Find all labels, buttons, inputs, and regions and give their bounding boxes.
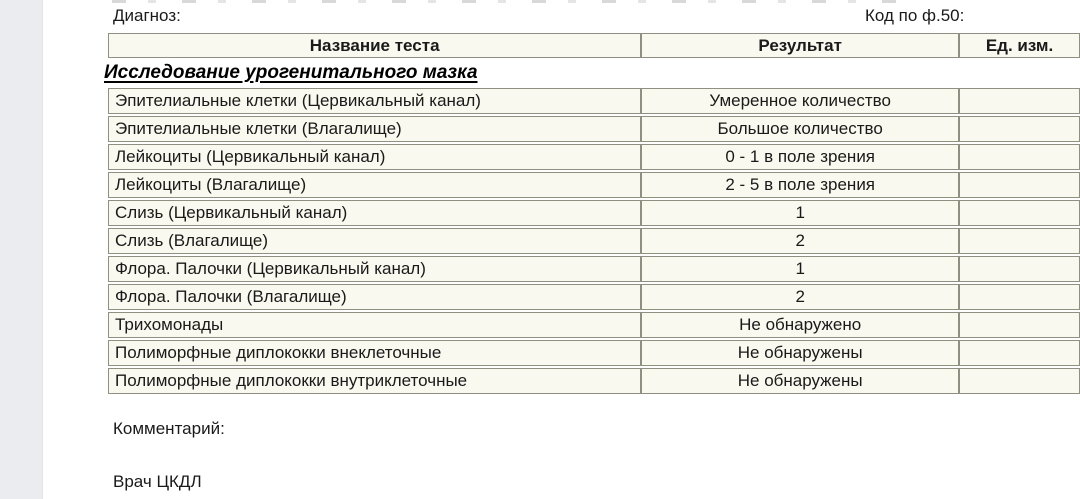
cell-test-name: Слизь (Цервикальный канал) xyxy=(108,200,641,226)
results-table xyxy=(104,31,1080,396)
cell-test-name: Полиморфные диплококки внеклеточные xyxy=(108,340,641,366)
header-cell-test-name: Название теста xyxy=(108,33,641,58)
cell-result: 2 xyxy=(641,284,959,310)
cell-result: Большое количество xyxy=(641,116,959,142)
table-row xyxy=(108,200,1080,226)
cell-test-name: Слизь (Влагалище) xyxy=(108,228,641,254)
cell-result: 1 xyxy=(641,256,959,282)
table-row xyxy=(108,228,1080,254)
table-row xyxy=(108,144,1080,170)
cell-unit xyxy=(959,88,1080,114)
cell-unit xyxy=(959,340,1080,366)
cell-result: 1 xyxy=(641,200,959,226)
cell-test-name: Флора. Палочки (Цервикальный канал) xyxy=(108,256,641,282)
section-header-row xyxy=(108,60,1080,86)
table-row xyxy=(108,284,1080,310)
cell-result: Не обнаружено xyxy=(641,312,959,338)
cell-result: 2 xyxy=(641,228,959,254)
doctor-signature: Врач ЦКДЛ xyxy=(113,472,202,491)
cell-unit xyxy=(959,256,1080,282)
diagnosis-label: Диагноз: xyxy=(113,6,181,25)
cell-test-name: Трихомонады xyxy=(108,312,641,338)
table-row xyxy=(108,312,1080,338)
cell-test-name: Полиморфные диплококки внутриклеточные xyxy=(108,368,641,394)
table-row xyxy=(108,256,1080,282)
cell-unit xyxy=(959,284,1080,310)
cell-result: Не обнаружены xyxy=(641,368,959,394)
section-title: Исследование урогенитального мазка xyxy=(104,62,478,83)
table-header-row xyxy=(108,33,1080,58)
table-row xyxy=(108,88,1080,114)
cell-unit xyxy=(959,116,1080,142)
left-margin-strip xyxy=(0,0,43,499)
table-row xyxy=(108,368,1080,394)
cell-test-name: Эпителиальные клетки (Влагалище) xyxy=(108,116,641,142)
cell-result: Не обнаружены xyxy=(641,340,959,366)
form-code-label: Код по ф.50: xyxy=(865,6,965,25)
cell-unit xyxy=(959,368,1080,394)
cell-result: 2 - 5 в поле зрения xyxy=(641,172,959,198)
cell-unit xyxy=(959,200,1080,226)
clipped-text-remnant xyxy=(112,0,912,3)
cell-test-name: Эпителиальные клетки (Цервикальный канал) xyxy=(108,88,641,114)
header-cell-unit: Ед. изм. xyxy=(959,33,1080,58)
comment-label: Комментарий: xyxy=(113,419,225,438)
header-cell-result: Результат xyxy=(641,33,959,58)
cell-unit xyxy=(959,228,1080,254)
cell-unit xyxy=(959,172,1080,198)
table-row xyxy=(108,340,1080,366)
cell-unit xyxy=(959,144,1080,170)
table-row xyxy=(108,172,1080,198)
cell-result: 0 - 1 в поле зрения xyxy=(641,144,959,170)
cell-result: Умеренное количество xyxy=(641,88,959,114)
cell-test-name: Лейкоциты (Цервикальный канал) xyxy=(108,144,641,170)
cell-unit xyxy=(959,312,1080,338)
cell-test-name: Лейкоциты (Влагалище) xyxy=(108,172,641,198)
cell-test-name: Флора. Палочки (Влагалище) xyxy=(108,284,641,310)
table-row xyxy=(108,116,1080,142)
